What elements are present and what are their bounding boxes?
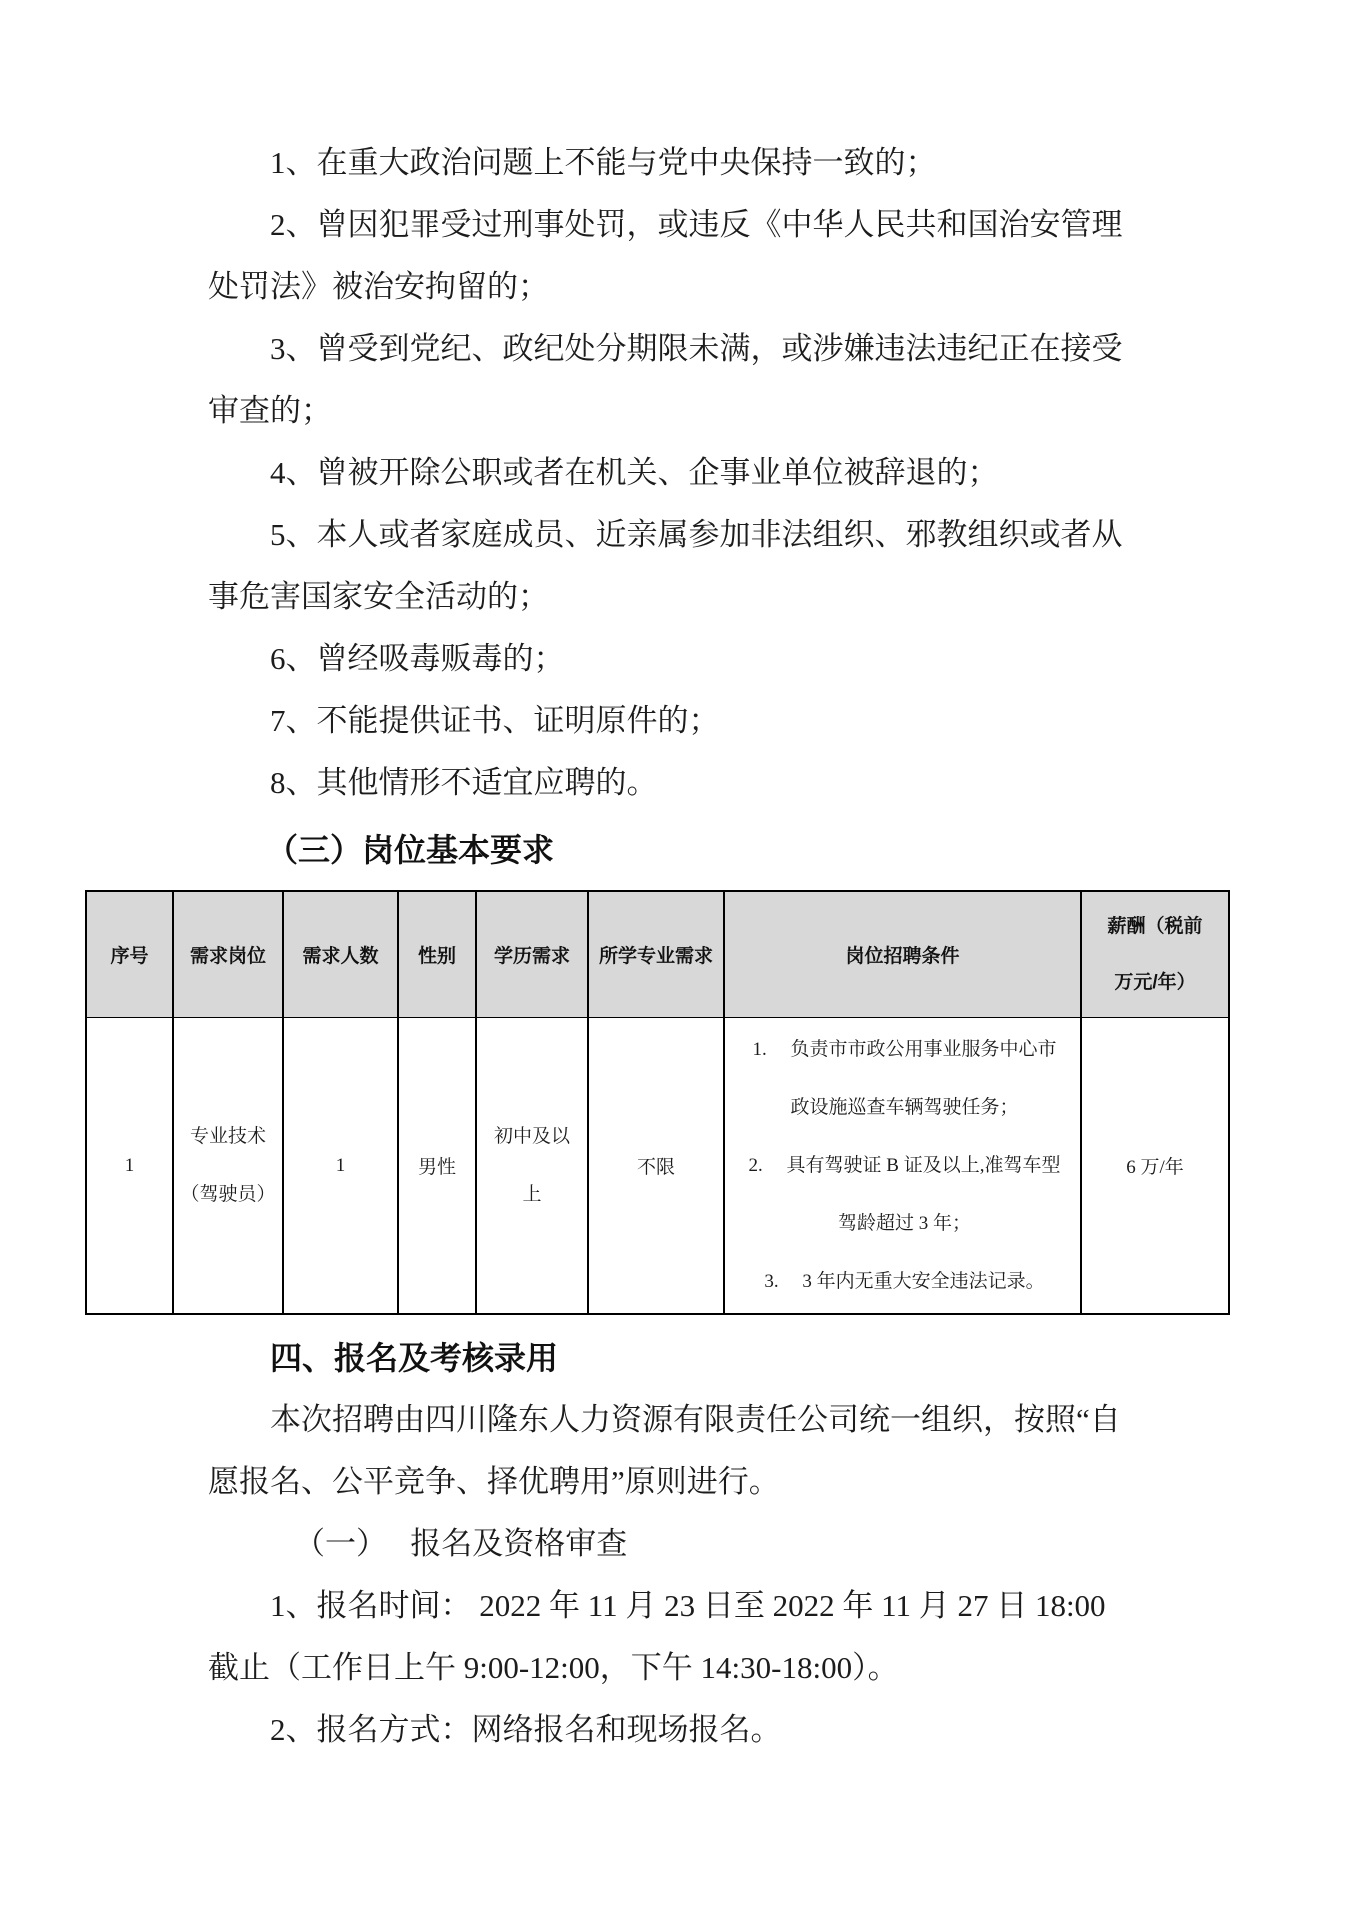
section4-intro-paragraph: 本次招聘由四川隆东人力资源有限责任公司统一组织，按照“自 愿报名、公平竞争、择优聘用”原则进行。	[208, 1402, 1121, 1499]
qualification-item-1: 1、在重大政治问题上不能与党中央保持一致的；	[270, 145, 937, 180]
condition-item-2: 2. 具有驾驶证 B 证及以上,准驾车型 驾龄超过 3 年；	[748, 1154, 1061, 1234]
header-cell-major: 所学专业需求	[588, 891, 724, 1018]
header-cell-gender: 性别	[398, 891, 476, 1018]
cell-conditions	[724, 1018, 1081, 1315]
qualification-item-8: 8、其他情形不适宜应聘的。	[270, 765, 658, 800]
header-cell-education: 学历需求	[476, 891, 588, 1018]
cell-position: 专业技术 （驾驶员）	[173, 1018, 283, 1315]
cell-headcount: 1	[283, 1018, 398, 1315]
cell-education: 初中及以 上	[476, 1018, 588, 1315]
requirements-table	[85, 890, 1230, 1315]
header-cell-position: 需求岗位	[173, 891, 283, 1018]
section3-heading: （三）岗位基本要求	[266, 832, 555, 868]
header-cell-seq: 序号	[86, 891, 173, 1018]
table-row	[86, 1018, 1229, 1315]
registration-method-paragraph: 2、报名方式：网络报名和现场报名。	[270, 1712, 782, 1747]
subsection1-heading: （一） 报名及资格审查	[294, 1526, 628, 1561]
registration-time-paragraph: 1、报名时间： 2022 年 11 月 23 日至 2022 年 11 月 27 日 18:00 截止（工作日上午 9:00-12:00，下午 14:30-18:00）。	[208, 1588, 1106, 1685]
cell-salary: 6 万/年	[1081, 1018, 1229, 1315]
cell-major: 不限	[588, 1018, 724, 1315]
cell-gender: 男性	[398, 1018, 476, 1315]
header-cell-conditions: 岗位招聘条件	[724, 891, 1081, 1018]
qualification-item-2: 2、曾因犯罪受过刑事处罚，或违反《中华人民共和国治安管理 处罚法》被治安拘留的；	[208, 207, 1123, 304]
qualification-item-4: 4、曾被开除公职或者在机关、企事业单位被辞退的；	[270, 455, 999, 490]
qualification-item-5: 5、本人或者家庭成员、近亲属参加非法组织、邪教组织或者从 事危害国家安全活动的；	[208, 517, 1123, 614]
condition-item-1: 1. 负责市市政公用事业服务中心市 政设施巡查车辆驾驶任务；	[752, 1038, 1057, 1118]
qualification-item-7: 7、不能提供证书、证明原件的；	[270, 703, 720, 738]
cell-seq: 1	[86, 1018, 173, 1315]
header-cell-headcount: 需求人数	[283, 891, 398, 1018]
qualification-item-6: 6、曾经吸毒贩毒的；	[270, 641, 565, 676]
section4-heading: 四、报名及考核录用	[270, 1340, 559, 1376]
condition-item-3: 3. 3 年内无重大安全违法记录。	[764, 1270, 1045, 1292]
header-cell-salary: 薪酬（税前 万元/年）	[1081, 891, 1229, 1018]
qualification-item-3: 3、曾受到党纪、政纪处分期限未满，或涉嫌违法违纪正在接受 审查的；	[208, 331, 1123, 428]
table-header-row	[86, 891, 1229, 1018]
